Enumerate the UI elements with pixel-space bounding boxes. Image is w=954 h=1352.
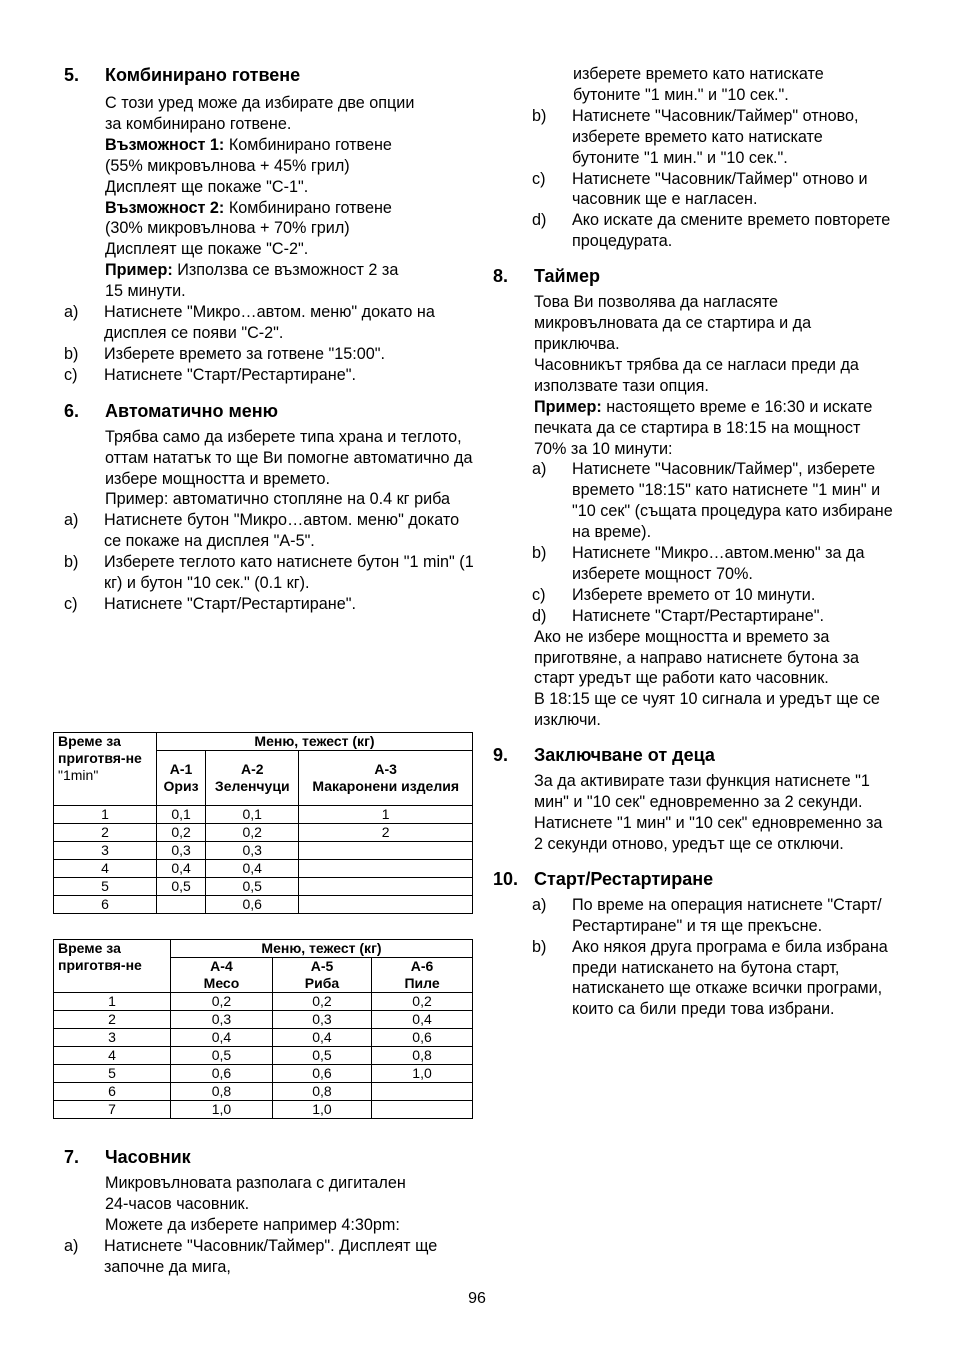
table-cell: 0,6 (206, 896, 299, 914)
table-cell: 2 (54, 824, 157, 842)
table-cell (299, 878, 473, 896)
table-cell: 0,4 (157, 860, 206, 878)
list-item: a) Натиснете "Часовник/Таймер". Дисплеят ще започне да мига, (64, 1236, 438, 1276)
table-cell: 0,2 (171, 993, 273, 1011)
table-cell (299, 860, 473, 878)
table-cell: 0,6 (372, 1029, 473, 1047)
table-cell: 0,2 (206, 824, 299, 842)
table-cell (299, 896, 473, 914)
section-8-body: Това Ви позволява да нагласяте микровълновата да се стартира и да приключва. Часовникът трябва да се нагласи преди да използвате тази опция. Пример: настоящето време е 16:30 и искате печката да се стартира в 18:15 на мощност 70% за 10 минути: (534, 293, 873, 458)
table-row (54, 1011, 473, 1029)
table-cell: 0,2 (157, 824, 206, 842)
table-cell: 1 (54, 806, 157, 824)
list-item: c) Натиснете "Часовник/Таймер" отново и часовник ще е нагласен. (532, 169, 868, 209)
right-column: изберете времето като натискате бутоните "1 мин." и "10 сек.". b) Натиснете "Часовник/Таймер" отново, изберете времето като натискате бутоните "1 мин." и "10 сек.". c) Натиснете "Часовник/Таймер" отново и часовник ще е нагласен. d) Ако искате да смените времето повторете процедурата. 8. Таймер Това Ви позволява да нагласяте микровълновата да се стартира и да приключва. Часовникът трябва да се нагласи преди да използвате тази опция. Пример: настоящето време е 16:30 и искате печката да се стартира в 18:15 на мощност 70% за 10 минути: a) Натиснете "Часовник/Таймер", изберете времето "18:15" като натиснете "1 мин" и "10 сек" (същата процедура като избиране на време). b) Натиснете "Микро…автом.меню" за да изберете мощност 70%. c) Изберете времето от 10 минути. d) Натиснете "Старт/Рестартиране". Ако не избере мощността и времето за приготвяне, а направо натиснете бутона за старт уредът ще работи като часовник. В 18:15 ще се чуят 10 сигнала и уредът ще се изключи. 9. Заключване от деца За да активирате тази функция натиснете "1 мин" и "10 сек" едновременно за 2 секунди. Натиснете "1 мин" и "10 сек" едновременно за 2 секунди отново, уредът ще се отключи. 10. Старт/Рестартиране a) По време на операция натиснете "Старт/Рестартиране" и тя ще прекъсне. b) Ако някоя друга програма е била избрана преди натискането на бутона старт, натискането ще откаже всички програми, които са били преди това избрани. (493, 65, 893, 1019)
list-item: b) Изберете времето за готвене "15:00". (64, 344, 385, 363)
table-cell: 0,4 (372, 1011, 473, 1029)
table-cell: 2 (299, 824, 473, 842)
table-row (54, 993, 473, 1011)
section-6-body: Трябва само да изберете типа храна и теглото, оттам нататък то ще Ви помогне автоматично да избере мощността и времето. Пример: автоматично стопляне на 0.4 кг риба (105, 427, 473, 509)
page-number: 96 (468, 1290, 486, 1307)
list-item: b) Ако някоя друга програма е била избрана преди натискането на бутона старт, натискането ще откаже всички програми, които са били преди това избрани. (532, 937, 888, 1019)
table-cell: 0,4 (171, 1029, 273, 1047)
table-row (54, 878, 473, 896)
list-item: d) Ако искате да смените времето повторете процедурата. (532, 211, 891, 251)
table-row (54, 1101, 473, 1119)
table-cell (299, 842, 473, 860)
list-item: c) Изберете времето от 10 минути. (532, 585, 816, 604)
table-cell: 0,5 (206, 878, 299, 896)
table-cell: 0,8 (171, 1083, 273, 1101)
table-cell: 0,8 (372, 1047, 473, 1065)
table-cell: 0,1 (206, 806, 299, 824)
table-row (54, 1029, 473, 1047)
section-6-steps (64, 510, 474, 615)
table-cell: 1,0 (171, 1101, 273, 1119)
section-7-heading: 7. Часовник (64, 1147, 191, 1167)
section-5-body: С този уред може да избирате две опции за комбинирано готвене. Възможност 1: Комбинирано готвене (55% микровълнова + 45% грил) Дисплеят ще покаже "С-1". Възможност 2: Комбинирано готвене (30% микровълнова + 70% грил) Дисплеят ще покаже "С-2". Пример: Използва се възможност 2 за 15 минути. (105, 94, 415, 301)
table-row (54, 1047, 473, 1065)
table-cell: 5 (54, 1065, 171, 1083)
menu-table-2: Време за приготвя-не Меню, тежест (кг) А-4 Месо А-5 Риба А-6 Пиле 1 0,2 0,2 0,2 2 0,3 0,3 0,4 3 0,4 0,4 0,6 4 0,5 0,5 0,8 5 0,6 0,6 1,0 6 0,8 0,8 7 1,0 1,0 (53, 939, 473, 1119)
table-cell: 7 (54, 1101, 171, 1119)
table-cell (157, 896, 206, 914)
table-cell: 0,5 (272, 1047, 371, 1065)
section-5-steps (64, 302, 474, 386)
table-cell: 0,3 (171, 1011, 273, 1029)
table-cell: 0,4 (206, 860, 299, 878)
table-row (54, 896, 473, 914)
section-6-heading: 6. Автоматично меню (64, 400, 279, 421)
list-item: a) Натиснете бутон "Микро…автом. меню" докато се покаже на дисплея "А-5". (64, 511, 460, 551)
table-row (54, 842, 473, 860)
list-item: a) Натиснете "Часовник/Таймер", изберете времето "18:15" като натиснете "1 мин" и "10 сек" (същата процедура като избиране на време). (532, 460, 893, 542)
section-9-heading: 9. Заключване от деца (493, 745, 715, 766)
table-row (54, 1083, 473, 1101)
table-cell: 3 (54, 1029, 171, 1047)
section-5-heading: 5. Комбинирано готвене (64, 65, 301, 85)
table-cell: 4 (54, 860, 157, 878)
table-cell: 0,1 (157, 806, 206, 824)
table-row (54, 1065, 473, 1083)
table-cell: 1,0 (272, 1101, 371, 1119)
table-cell: 0,6 (171, 1065, 273, 1083)
list-item: b) Изберете теглото като натиснете бутон "1 min" (1 кг) и бутон "10 сек." (0.1 кг). (64, 553, 474, 593)
table-cell: 0,2 (372, 993, 473, 1011)
table-cell: 5 (54, 878, 157, 896)
list-item: a) По време на операция натиснете "Старт/Рестартиране" и тя ще прекъсне. (532, 895, 882, 935)
list-item: a) Натиснете "Микро…автом. меню" докато на дисплея се появи "С-2". (64, 303, 435, 342)
table-cell: 1 (299, 806, 473, 824)
table-cell: 0,4 (272, 1029, 371, 1047)
section-9-body: За да активирате тази функция натиснете "1 мин" и "10 сек" едновременно за 2 секунди. Натиснете "1 мин" и "10 сек" едновременно за 2 секунди отново, уредът ще се отключи. (534, 772, 883, 853)
table-cell: 1,0 (372, 1065, 473, 1083)
table-cell: 0,2 (272, 993, 371, 1011)
list-item: b) Натиснете "Часовник/Таймер" отново, изберете времето като натискате бутоните "1 мин." и "10 сек.". (532, 106, 859, 167)
table-cell: 0,6 (272, 1065, 371, 1083)
table-cell (372, 1101, 473, 1119)
section-7: 7. Часовник Микровълновата разполага с дигитален 24-часов часовник. Можете да изберете например 4:30pm: a) Натиснете "Часовник/Таймер". Дисплеят ще започне да мига, (64, 1146, 474, 1278)
table-row (54, 824, 473, 842)
list-item: c) Натиснете "Старт/Рестартиране". (64, 365, 356, 384)
table-cell: 0,3 (272, 1011, 371, 1029)
table-cell: 0,5 (157, 878, 206, 896)
table-cell: 0,5 (171, 1047, 273, 1065)
table-cell: 1 (54, 993, 171, 1011)
left-column (58, 64, 474, 1276)
table-cell: 2 (54, 1011, 171, 1029)
table-cell: 6 (54, 896, 157, 914)
table-cell: 6 (54, 1083, 171, 1101)
table-cell: 0,3 (206, 842, 299, 860)
list-item: c) Натиснете "Старт/Рестартиране". (64, 594, 356, 613)
table-row (54, 860, 473, 878)
table-cell (372, 1083, 473, 1101)
section-10-heading: 10. Старт/Рестартиране (493, 868, 714, 889)
section-8-heading: 8. Таймер (493, 266, 600, 287)
table-cell: 4 (54, 1047, 171, 1065)
table-cell: 3 (54, 842, 157, 860)
table-cell: 0,3 (157, 842, 206, 860)
menu-table-1: Време за приготвя-не "1min" Меню, тежест (кг) А-1 Ориз А-2 Зеленчуци А-3 Макаронени изделия 1 0,1 0,1 1 2 0,2 0,2 2 3 0,3 0,3 4 0,4 0,4 5 0,5 0,5 6 0,6 (53, 732, 473, 914)
list-item: d) Натиснете "Старт/Рестартиране". (532, 606, 824, 625)
list-item: b) Натиснете "Микро…автом.меню" за да изберете мощност 70%. (532, 544, 865, 583)
table-cell: 0,8 (272, 1083, 371, 1101)
table-row (54, 806, 473, 824)
